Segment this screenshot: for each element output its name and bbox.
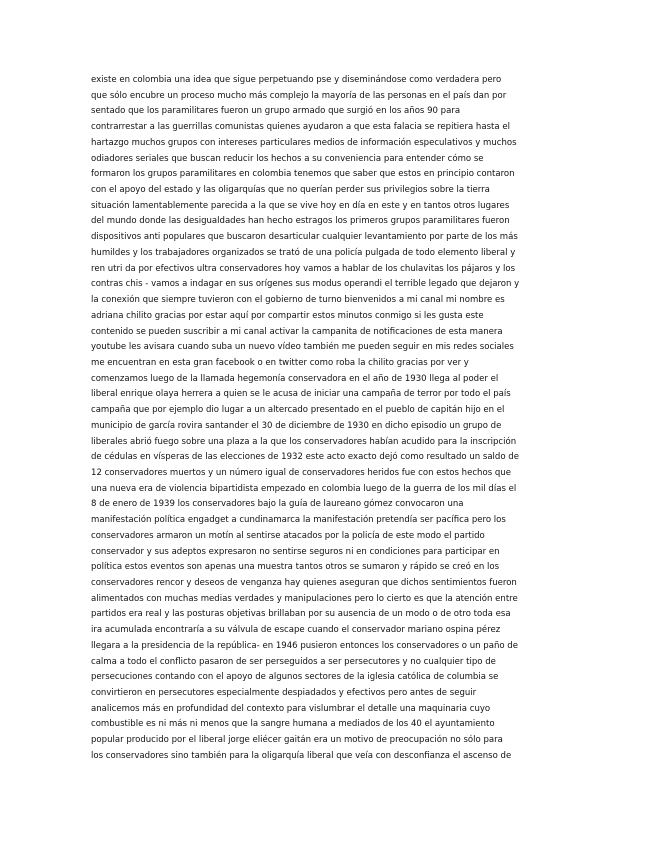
text-line: youtube les avisara cuando suba un nuevo vídeo también me pueden seguir en mis redes sociales xyxy=(91,342,514,353)
text-line: llegara a la presidencia de la república- en 1946 pusieron entonces los conservadores o un paño de xyxy=(91,640,518,651)
text-line: conservador y sus adeptos expresaron no sentirse seguros ni en condiciones para participar en xyxy=(91,546,500,557)
text-line: los conservadores sino también para la oligarquía liberal que veía con desconfianza el ascenso de xyxy=(91,750,512,761)
text-line: formaron los grupos paramilitares en colombia tenemos que saber que estos en principio contaron xyxy=(91,169,515,180)
text-line: me encuentran en esta gran facebook o en twitter como roba la chilito gracias por ver y xyxy=(91,357,469,368)
text-line: existe en colombia una idea que sigue perpetuando pse y diseminándose como verdadera pero xyxy=(91,75,502,85)
text-line: popular producido por el liberal jorge eliécer gaitán era un motivo de preocupación no sólo para xyxy=(91,735,503,746)
text-line: persecuciones contando con el apoyo de algunos sectores de la iglesia católica de columbia se xyxy=(91,672,499,683)
text-line: calma a todo el conflicto pasaron de ser perseguidos a ser persecutores y no cualquier tipo de xyxy=(91,656,496,667)
text-line: contrarrestar a las guerrillas comunistas quienes ayudaron a que esta falacia se repitiera hasta el xyxy=(91,122,510,133)
text-line: partidos era real y las posturas objetivas brillaban por su ausencia de un modo o de otro toda esa xyxy=(91,609,511,620)
text-line: política estos eventos son apenas una muestra tantos otros se sumaron y rápido se creó en los xyxy=(91,562,500,573)
text-line: conservadores armaron un motín al sentirse atacados por la policía de este modo el partido xyxy=(91,530,485,541)
text-line: ira acumulada encontraría a su válvula de escape cuando el conservador mariano ospina pérez xyxy=(91,625,501,636)
text-line: de cédulas en vísperas de las elecciones de 1932 este acto exacto dejó como resultado un saldo de xyxy=(91,452,519,463)
document-body xyxy=(91,73,561,765)
text-line: comenzamos luego de la llamada hegemonía conservadora en el año de 1930 llega al poder el xyxy=(91,373,499,384)
text-line: dispositivos anti populares que buscaron desarticular cualquier levantamiento por parte de los más xyxy=(91,232,518,243)
text-line: combustible es ni más ni menos que la sangre humana a mediados de los 40 el ayuntamiento xyxy=(91,719,495,730)
text-line: liberal enrique olaya herrera a quien se le acusa de iniciar una campaña de terror por todo el país xyxy=(91,389,511,400)
text-line: contenido se pueden suscribir a mi canal activar la campanita de notificaciones de esta manera xyxy=(91,326,503,337)
text-line: ren utri da por efectivos ultra conservadores hoy vamos a hablar de los chulavitas los pájaros y los xyxy=(91,263,516,274)
text-line: una nueva era de violencia bipartidista empezado en colombia luego de la guerra de los mil días el xyxy=(91,483,517,494)
text-line: con el apoyo del estado y las oligarquías que no querían perder sus privilegios sobre la tierra xyxy=(91,185,490,196)
text-line: situación lamentablemente parecida a la que se vive hoy en día en este y en tantos otros lugares xyxy=(91,200,510,211)
text-line: conservadores rencor y deseos de venganza hay quienes aseguran que dichos sentimientos fueron xyxy=(91,578,517,588)
text-line: adriana chilito gracias por estar aquí por compartir estos minutos conmigo si les gusta este xyxy=(91,310,484,321)
text-line: liberales abrió fuego sobre una plaza a la que los conservadores habían acudido para la inscripción xyxy=(91,436,517,447)
text-line: hartazgo muchos grupos con intereses particulares medios de información especulativos y muchos xyxy=(91,137,517,148)
text-line: alimentados con muchas medias verdades y manipulaciones pero lo cierto es que la atención entre xyxy=(91,593,518,604)
text-line: manifestación política engadget a cundinamarca la manifestación pretendía ser pacífica pero los xyxy=(91,515,506,526)
text-line: sentado que los paramilitares fueron un grupo armado que surgió en los años 90 para xyxy=(91,106,461,117)
text-line: convirtieron en persecutores especialmente despiadados y efectivos pero antes de seguir xyxy=(91,688,477,699)
text-line: humildes y los trabajadores organizados se trató de una policía pulgada de todo elemento liberal y xyxy=(91,247,516,258)
text-line: contras chis - vamos a indagar en sus orígenes sus modus operandi el terrible legado que dejaron y xyxy=(91,279,520,290)
text-line: la conexión que siempre tuvieron con el gobierno de turno bienvenidos a mi canal mi nombre es xyxy=(91,295,505,306)
text-line: municipio de garcía rovira santander el 30 de diciembre de 1930 en dicho episodio un grupo de xyxy=(91,420,502,431)
text-line: odiadores seriales que buscan reducir los hechos a su conveniencia para entender cómo se xyxy=(91,153,484,164)
text-line: 12 conservadores muertos y un número igual de conservadores heridos fue con estos hechos que xyxy=(91,467,511,478)
text-line: del mundo donde las desigualdades han hecho estragos los primeros grupos paramilitares fueron xyxy=(91,216,510,227)
text-line: 8 de enero de 1939 los conservadores bajo la guía de laureano gómez convocaron una xyxy=(91,499,464,510)
text-line: campaña que por ejemplo dio lugar a un altercado presentado en el pueblo de capitán hijo en el xyxy=(91,405,505,416)
text-line: que sólo encubre un proceso mucho más complejo la mayoría de las personas en el país dan por xyxy=(91,90,507,101)
text-line: analicemos más en profundidad del contexto para vislumbrar el detalle una maquinaria cuyo xyxy=(91,703,491,714)
